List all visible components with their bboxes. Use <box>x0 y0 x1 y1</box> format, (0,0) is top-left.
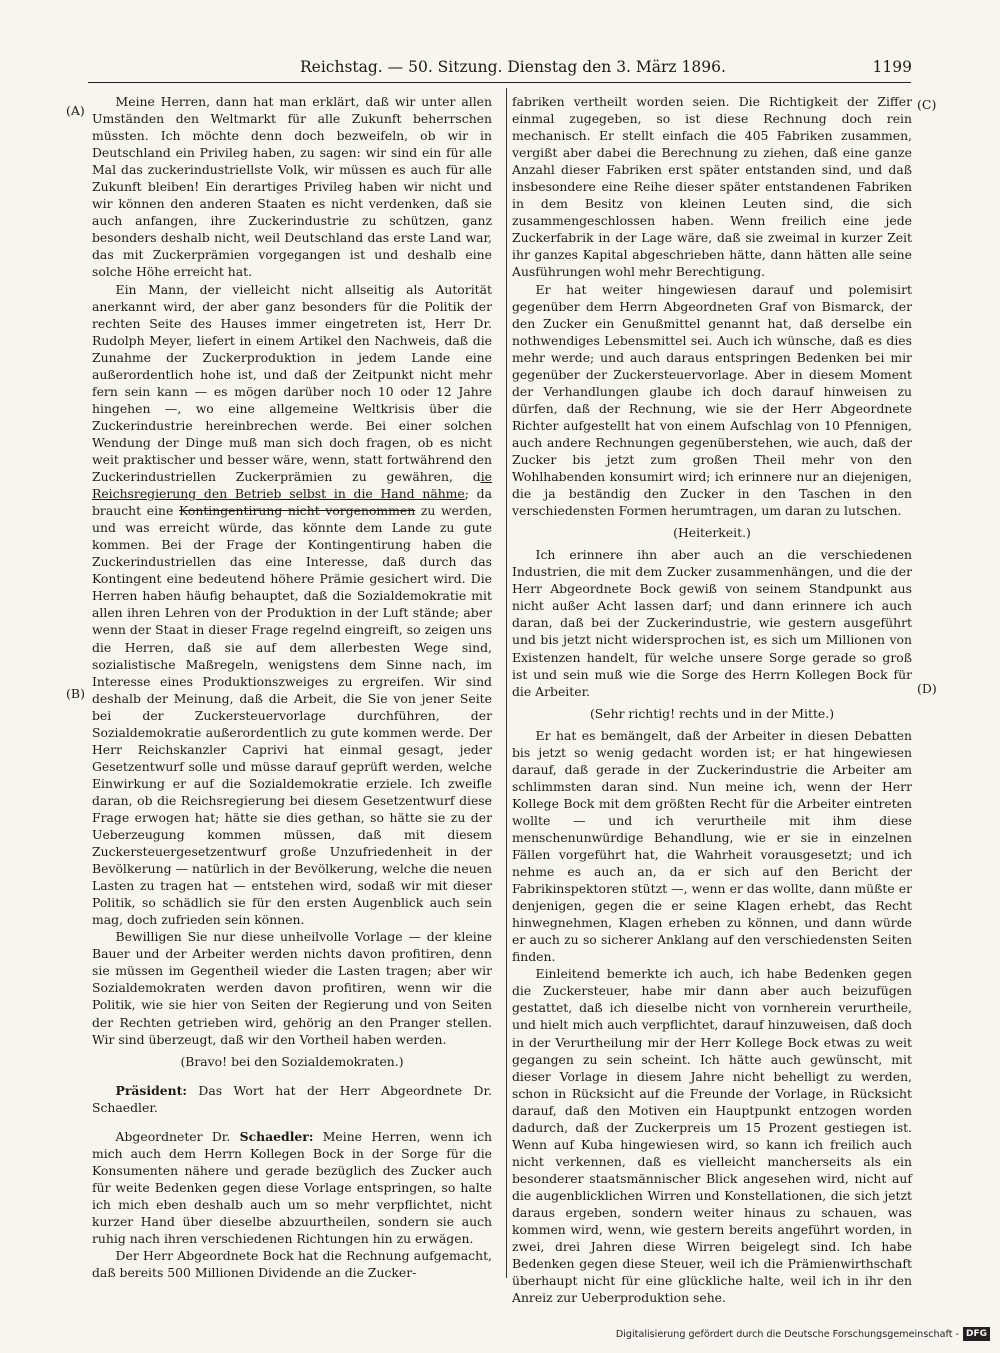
president-statement <box>92 1082 492 1116</box>
text-run: zu werden, und was erreicht würde, das könnte dem Lande zu gute kommen. Bei der Frage der Kontingentirung haben die Zuckerindustriellen das eine Interesse, daß durch das Kontingent eine bedeutend höhere Prämie gesichert wird. Die Herren haben häufig behauptet, daß die Sozialdemokratie mit allen ihren Lehren von der Produktion in der Luft stände; aber wenn der Staat in dieser Frage regelnd eingreift, so zeigen uns die Herren, daß sie auf dem allerbesten Wege sind, sozialistische Maßregeln, wenigstens dem Sinne nach, im Interesse eines Produktionszweiges zu ergreifen. Wir sind deshalb der Meinung, daß die Arbeit, die Sie von jener Seite bei der Zuckersteuervorlage durchführen, der Sozialdemokratie außerordentlich zu gute kommen werde. Der Herr Reichskanzler Caprivi hat einmal gesagt, jeder Gesetzentwurf solle und müsse darauf geprüft werden, welche Einwirkung er auf die Sozialdemokratie erziele. Ich zweifle daran, ob die Reichsregierung bei diesem Gesetzentwurf diese Frage erwogen hat; hätte sie dies gethan, so hätte sie zu der Ueberzeugung kommen müssen, daß mit diesem Zuckersteuergesetzentwurf große Unzufriedenheit in der Bevölkerung — natürlich in der Bevölkerung, welche die neuen Lasten zu tragen hat — entstehen wird, sodaß wir mit dieser Politik, so schädlich sie für den ersten Augenblick auch sein mag, doch zufrieden sein können. <box>92 503 493 928</box>
paragraph: Er hat es bemängelt, daß der Arbeiter in diesen Debatten bis jetzt so wenig gedacht worden ist; er hat hingewiesen darauf, daß gerade in der Zuckerindustrie die Arbeiter am schlimmsten daran sind. Nun meine ich, wenn der Herr Kollege Bock mit dem größten Recht für die Arbeiter eintreten wollte — und ich verurtheile mit ihm diese menschenunwürdige Behandlung, wie er sie in einzelnen Fällen vorgeführt hat, die Wahrheit vorausgesetzt; und ich nehme es auch an, da er sich auf den Bericht der Fabrikinspektoren stützt —, wenn er das wollte, dann müßte er denjenigen, gegen die er seine Klagen erhebt, das Recht hinwegnehmen, Klagen erheben zu können, und dann würde er auch zu so sicherer Anklang auf den verschiedensten Seiten finden. <box>512 727 912 965</box>
footer-text: Digitalisierung gefördert durch die Deutsche Forschungsgemeinschaft - <box>615 1329 959 1340</box>
header-title: Reichstag. — 50. Sitzung. Dienstag den 3. März 1896. <box>300 58 726 76</box>
paragraph: fabriken vertheilt worden seien. Die Richtigkeit der Ziffer einmal zugegeben, so ist diese Rechnung doch rein mechanisch. Er stellt einfach die 405 Fabriken zusammen, vergißt aber dabei die Berechnung zu ziehen, daß eine ganze Anzahl dieser Fabriken erst später entstanden sind, und daß insbesondere eine Reihe dieser später entstandenen Fabriken in dem Besitz von kleinen Leuten sind, die sich zusammengeschlossen haben. Wenn freilich eine jede Zuckerfabrik in der Lage wäre, daß sie zweimal in kurzer Zeit ihr ganzes Kapital abgeschrieben hätte, dann hätten alle seine Ausführungen wohl mehr Berechtigung. <box>512 94 912 280</box>
paragraph: Ich erinnere ihn aber auch an die verschiedenen Industrien, die mit dem Zucker zusammenhängen, und die der Herr Abgeordnete Bock gewiß von seinem Standpunkt aus nicht außer Acht lassen darf; und dann erinnere ich auch daran, daß bei der Zuckerindustrie, wie gestern ausgeführt und bis jetzt nicht widersprochen ist, es sich um Millionen von Existenzen handelt, für welche unsere Sorge gerade so groß ist und sein muß wie die Sorge des Herrn Kollegen Bock für die Arbeiter. <box>512 547 912 699</box>
margin-marker-a: (A) <box>66 103 85 118</box>
dfg-logo: DFG <box>963 1327 990 1341</box>
interjection: (Bravo! bei den Sozialdemokraten.) <box>180 1053 404 1069</box>
speech-paragraph <box>92 1128 492 1247</box>
struck-text: Kontingentirung nicht vorgenommen <box>178 503 416 519</box>
margin-marker-b: (B) <box>66 686 85 701</box>
margin-marker-c: (C) <box>917 97 937 112</box>
footer-credit <box>610 1325 990 1345</box>
paragraph: Meine Herren, dann hat man erklärt, daß wir unter allen Umständen den Weltmarkt für alle Zukunft beherrschen müssten. Ich möchte denn doch bezweifeln, ob wir in Deutschland ein Privileg haben, zu sagen: wir sind ein für alle Mal das zuckerindustriellste Volk, wir müssen es auch für alle Zukunft bleiben! Ein derartiges Privileg haben wir nicht und wir können den anderen Staaten es nicht verdenken, daß sie auch anfangen, ihre Zuckerindustrie zu schützen, ganz besonders deshalb nicht, weil Deutschland das erste Land war, das mit Zuckerprämien vorgegangen ist und deshalb eine solche Höhe erreicht hat. <box>92 94 492 280</box>
paragraph: Er hat weiter hingewiesen darauf und polemisirt gegenüber dem Herrn Abgeordneten Graf von Bismarck, der den Zucker ein Genußmittel genannt hat, daß derselbe ein nothwendiges Lebensmittel sei. Auch ich wünsche, daß es dies mehr werde; und auch daraus entspringen Bedenken bei mir gegenüber der Zuckersteuervorlage. Aber in diesem Moment der Verhandlungen glaube ich doch darauf hinweisen zu dürfen, daß der Rechnung, wie sie der Herr Abgeordnete Richter aufgestellt hat von einem Aufschlag von 10 Pfennigen, auch andere Rechnungen gegenüberstehen, wie auch, daß der Zucker bis jetzt zum großen Theil mehr von den Wohlhabenden konsumirt wird; ich erinnere nur an diejenigen, die ja beständig den Zucker in den Taschen in den verschiedensten Formen herumtragen, um daran zu lutschen. <box>512 281 912 519</box>
speaker-name: Schaedler: <box>239 1128 314 1144</box>
text-run: Ein Mann, der vielleicht nicht allseitig als Autorität anerkannt wird, der aber ganz besonders für die Politik der rechten Seite des Hauses immer eingetreten ist, Herr Dr. Rudolph Meyer, liefert in einem Artikel den Nachweis, daß die Zunahme der Zuckerproduktion in jedem Lande eine außerordentlich hohe ist, und daß der Zeitpunkt nicht mehr fern sein kann — es mögen darüber noch 10 oder 12 Jahre hingehen —, wo eine allgemeine Weltkrisis über die Zuckerindustrie hereinbrechen werde. Bei einer solchen Wendung der Dinge muß man sich doch fragen, ob es nicht weit praktischer und besser wäre, wenn, statt fortwährend den Zuckerindustriellen Zuckerprämien zu gewähren, d <box>92 281 492 485</box>
paragraph <box>92 281 492 929</box>
paragraph: Der Herr Abgeordnete Bock hat die Rechnung aufgemacht, daß bereits 500 Millionen Dividende an die Zucker- <box>92 1248 492 1281</box>
underlined-text: ie Reichsregierung den Betrieb selbst in die Hand nähme <box>92 469 492 502</box>
right-column <box>512 93 912 1306</box>
text-run: Das Wort hat der Herr Abgeordnete Dr. Schaedler. <box>92 1082 492 1115</box>
paragraph: Bewilligen Sie nur diese unheilvolle Vorlage — der kleine Bauer und der Arbeiter werden nichts davon profitiren, denn sie müssen im Gegentheil wieder die Lasten tragen; aber wir Sozialdemokraten werden davon profitiren, wenn wir die Politik, wie sie hier von Seiten der Regierung und von Seiten der Rechten getrieben wird, gehörig an den Pranger stellen. Wir sind überzeugt, daß wir den Vortheil haben werden. <box>92 929 492 1047</box>
speaker-prefix: Abgeordneter Dr. <box>115 1128 240 1144</box>
page-number: 1199 <box>872 58 912 76</box>
speaker-label: Präsident: <box>115 1082 187 1098</box>
text-run: ; da braucht eine <box>92 486 492 519</box>
left-column <box>92 93 493 1281</box>
margin-marker-d: (D) <box>917 681 937 696</box>
interjection: (Sehr richtig! rechts und in der Mitte.) <box>589 705 835 721</box>
column-divider <box>506 88 507 1278</box>
page-header <box>300 55 912 79</box>
paragraph: Einleitend bemerkte ich auch, ich habe Bedenken gegen die Zuckersteuer, habe mir dann aber auch beizufügen gestattet, daß ich dieselbe nicht von vornherein verurtheile, und hielt mich auch verpflichtet, darauf hinzuweisen, daß doch in der Verurtheilung mir der Herr Kollege Bock etwas zu weit gegangen zu sein scheint. Ich hätte auch gewünscht, mit dieser Vorlage in diesem Jahre nicht behelligt zu werden, schon in Rücksicht auf die Freunde der Vorlage, in Rücksicht darauf, daß den Motiven ein Hauptpunkt entzogen worden dadurch, daß der Zuckerpreis um 15 Prozent gestiegen ist. Wenn auf Kuba hingewiesen wird, so kann ich freilich auch nicht verkennen, daß es vielleicht mancherseits als ein besonderer staatsmännischer Blick angesehen wird, nicht auf die augenblicklichen Wirren und Konstellationen, die sich jetzt daraus ergeben, sondern weiter hinaus zu schauen, was kommen wird, wenn, wie gestern bereits angeführt worden, in zwei, drei Jahren diese Wirren beigelegt sind. Ich habe Bedenken gegen diese Steuer, weil ich die Prämienwirthschaft überhaupt nicht für eine glückliche halte, weil ich in ihr den Anreiz zur Ueberproduktion sehe. <box>512 966 912 1306</box>
text-run: Meine Herren, wenn ich mich auch dem Herrn Kollegen Bock in der Sorge für die Konsumenten nähere und gerade bezüglich des Zucker auch für weite Bedenken gegen diese Vorlage entspringen, so halte ich mich eben deshalb auch um so mehr verpflichtet, nicht kurzer Hand über dieselbe abzuurtheilen, sondern sie auch ruhig nach ihren verschiedenen Richtungen hin zu erwägen. <box>92 1128 492 1247</box>
header-rule <box>88 82 911 83</box>
interjection: (Heiterkeit.) <box>673 525 751 541</box>
